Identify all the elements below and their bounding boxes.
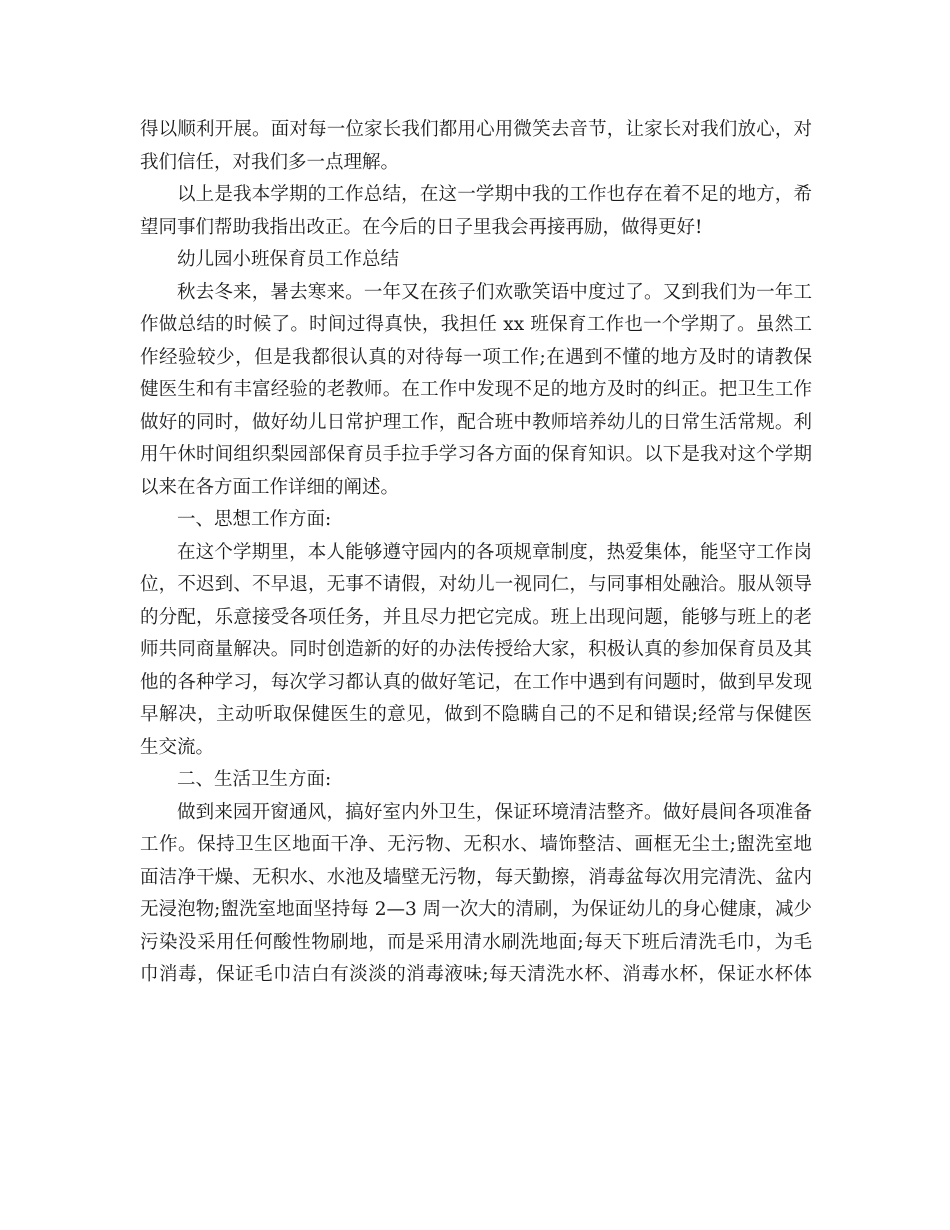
text-line: 工作。保持卫生区地面干净、无污物、无积水、墙饰整洁、画框无尘土;盥洗室地 (140, 834, 812, 855)
text-line: 在这个学期里，本人能够遵守园内的各项规章制度，热爱集体，能坚守工作岗 (177, 541, 812, 563)
text-line: 用午休时间组织梨园部保育员手拉手学习各方面的保育知识。以下是我对这个学期 (140, 444, 812, 465)
text-line: 污染没采用任何酸性物刷地，而是采用清水刷洗地面;每天下班后清洗毛巾，为毛 (140, 931, 812, 953)
text-line: 以来在各方面工作详细的阐述。 (140, 476, 400, 498)
text-line: 做到来园开窗通风，搞好室内外卫生，保证环境清洁整齐。做好晨间各项准备 (177, 801, 812, 823)
text-line: 健医生和有丰富经验的老教师。在工作中发现不足的地方及时的纠正。把卫生工作 (140, 379, 812, 400)
text-line: 早解决，主动听取保健医生的意见，做到不隐瞒自己的不足和错误;经常与保健医 (140, 704, 812, 725)
text-line: 的分配，乐意接受各项任务，并且尽力把它完成。班上出现问题，能够与班上的老 (140, 606, 812, 628)
text-line: 幼儿园小班保育员工作总结 (177, 249, 400, 270)
text-line: 我们信任，对我们多一点理解。 (140, 151, 400, 173)
text-line: 秋去冬来，暑去寒来。一年又在孩子们欢歌笑语中度过了。又到我们为一年工 (177, 281, 812, 303)
text-line: 无浸泡物;盥洗室地面坚持每 2—3 周一次大的清刷，为保证幼儿的身心健康，减少 (140, 899, 812, 920)
text-line: 一、思想工作方面: (177, 509, 332, 530)
text-line: 望同事们帮助我指出改正。在今后的日子里我会再接再励，做得更好! (140, 216, 703, 238)
text-line: 他的各种学习，每次学习都认真的做好笔记，在工作中遇到有问题时，做到早发现 (140, 671, 812, 693)
text-line: 做好的同时，做好幼儿日常护理工作，配合班中教师培养幼儿的日常生活常规。利 (140, 411, 812, 433)
text-line: 面洁净干燥、无积水、水池及墙壁无污物，每天勤擦，消毒盆每次用完清洗、盆内 (140, 866, 812, 888)
text-line: 师共同商量解决。同时创造新的好的办法传授给大家，积极认真的参加保育员及其 (140, 639, 812, 660)
text-line: 作做总结的时候了。时间过得真快，我担任 xx 班保育工作也一个学期了。虽然工 (140, 314, 812, 335)
text-line: 生交流。 (140, 736, 215, 758)
text-line: 作经验较少，但是我都很认真的对待每一项工作;在遇到不懂的地方及时的请教保 (140, 346, 812, 368)
text-line: 二、生活卫生方面: (177, 769, 332, 790)
text-line: 得以顺利开展。面对每一位家长我们都用心用微笑去音节，让家长对我们放心，对 (140, 119, 812, 140)
text-line: 位，不迟到、不早退，无事不请假，对幼儿一视同仁，与同事相处融洽。服从领导 (140, 574, 812, 595)
text-line: 以上是我本学期的工作总结，在这一学期中我的工作也存在着不足的地方，希 (177, 184, 812, 205)
text-line: 巾消毒，保证毛巾洁白有淡淡的消毒液味;每天清洗水杯、消毒水杯，保证水杯体 (140, 964, 812, 985)
document-body (140, 114, 812, 992)
